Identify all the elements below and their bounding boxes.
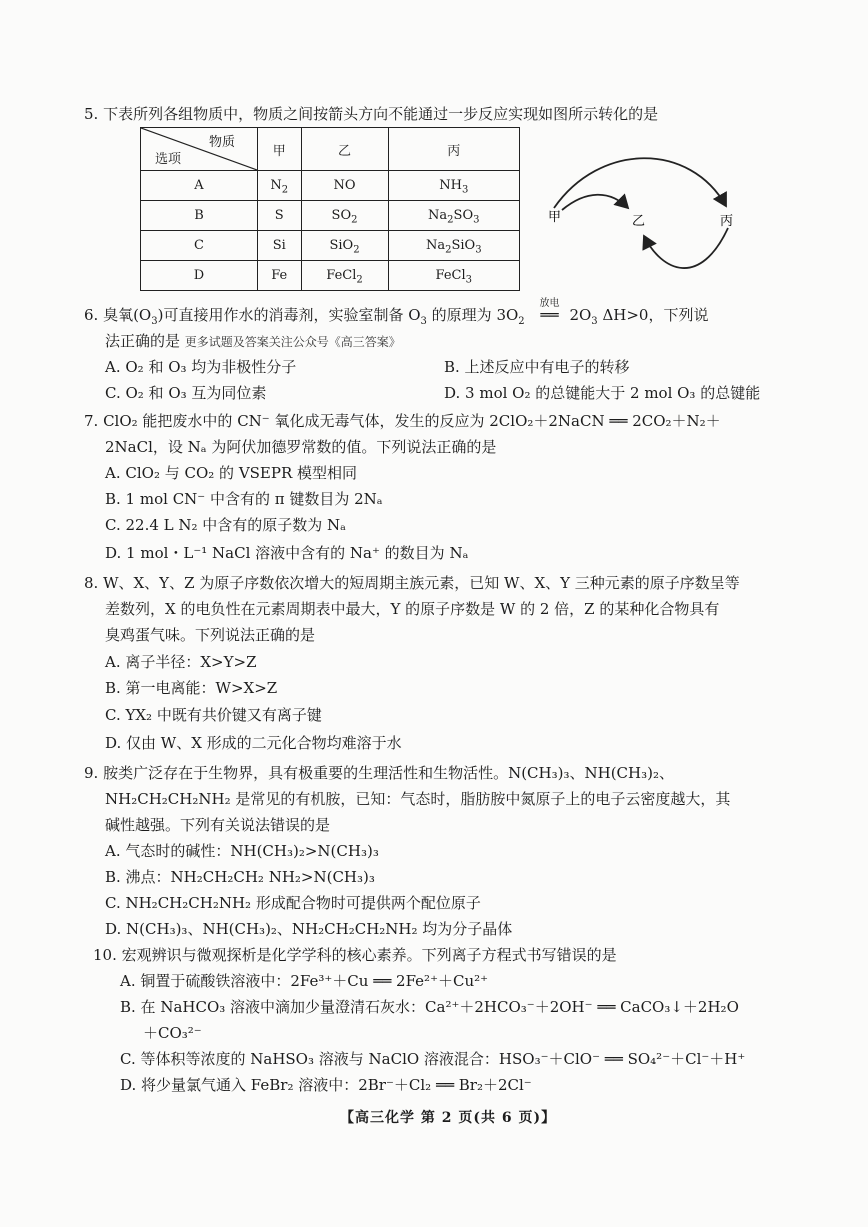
q7-stem-line2: 2NaCl，设 Nₐ 为阿伏加德罗常数的值。下列说法正确的是 <box>105 438 497 456</box>
arrow-jia-to-yi <box>562 195 628 210</box>
q10-option-c: C. 等体积等浓度的 NaHSO₃ 溶液与 NaClO 溶液混合：HSO₃⁻＋ClO⁻ ══ SO₄²⁻＋Cl⁻＋H⁺ <box>120 1050 746 1068</box>
q8-stem-line1: 8. W、X、Y、Z 为原子序数依次增大的短周期主族元素，已知 W、X、Y 三种元素的原子序数呈等 <box>84 574 740 592</box>
cell-jia: Fe <box>258 261 302 291</box>
page-footer: 【高三化学 第 2 页(共 6 页)】 <box>340 1110 557 1126</box>
row-option: D <box>141 261 258 291</box>
node-yi: 乙 <box>632 214 646 229</box>
row-option: B <box>141 201 258 231</box>
conversion-diagram <box>540 150 780 275</box>
cell-jia: $N_2$ <box>258 171 302 201</box>
cell-yi: NO <box>301 171 388 201</box>
q10-option-b-line1: B. 在 NaHCO₃ 溶液中滴加少量澄清石灰水：Ca²⁺＋2HCO₃⁻＋2OH⁻ ══ CaCO₃↓＋2H₂O <box>120 998 739 1016</box>
cell-yi: SiO$_2$ <box>301 231 388 261</box>
q7-option-c: C. 22.4 L N₂ 中含有的原子数为 Nₐ <box>105 516 346 534</box>
q6-stem-line2: 法正确的是 更多试题及答案关注公众号《高三答案》 <box>105 332 401 350</box>
q9-option-c: C. NH₂CH₂CH₂NH₂ 形成配合物时可提供两个配位原子 <box>105 894 481 912</box>
q9-stem-line1: 9. 胺类广泛存在于生物界，具有极重要的生理活性和生物活性。N(CH₃)₃、NH(CH₃)₂、 <box>84 764 674 782</box>
q8-option-c: C. YX₂ 中既有共价键又有离子键 <box>105 706 322 724</box>
row-option: A <box>141 171 258 201</box>
q7-option-a: A. ClO₂ 与 CO₂ 的 VSEPR 模型相同 <box>105 464 358 482</box>
q10-option-a: A. 铜置于硫酸铁溶液中：2Fe³⁺＋Cu ══ 2Fe²⁺＋Cu²⁺ <box>120 972 489 990</box>
q9-option-b: B. 沸点：NH₂CH₂CH₂ NH₂>N(CH₃)₃ <box>105 868 375 886</box>
q7-stem-line1: 7. ClO₂ 能把废水中的 CN⁻ 氧化成无毒气体，发生的反应为 2ClO₂＋2NaCN ══ 2CO₂＋N₂＋ <box>84 412 721 430</box>
arrow-bing-to-yi <box>644 228 728 268</box>
q9-stem-line2: NH₂CH₂CH₂NH₂ 是常见的有机胺，已知：气态时，脂肪胺中氮原子上的电子云密度越大，其 <box>105 790 731 808</box>
q6-option-d: D. 3 mol O₂ 的总键能大于 2 mol O₃ 的总键能 <box>444 384 761 402</box>
reaction-arrow: 放电 ══ <box>539 298 560 324</box>
cell-yi: $SO_2$ <box>301 201 388 231</box>
header-option: 选项 <box>155 152 182 167</box>
node-bing: 丙 <box>720 214 734 229</box>
cell-jia: Si <box>258 231 302 261</box>
q10-option-b-line2: ＋CO₃²⁻ <box>143 1024 202 1042</box>
row-option: C <box>141 231 258 261</box>
q10-option-d: D. 将少量氯气通入 FeBr₂ 溶液中：2Br⁻＋Cl₂ ══ Br₂＋2Cl⁻ <box>120 1076 532 1094</box>
table-row <box>141 171 520 201</box>
promo-note: 更多试题及答案关注公众号《高三答案》 <box>184 335 401 349</box>
q8-option-d: D. 仅由 W、X 形成的二元化合物均难溶于水 <box>105 734 402 752</box>
cell-bing: $Na_2SiO_3$ <box>388 231 519 261</box>
q8-option-a: A. 离子半径：X>Y>Z <box>105 653 257 671</box>
arrow-jia-to-bing <box>554 158 726 208</box>
table-row <box>141 201 520 231</box>
col-header-bing: 丙 <box>388 128 519 171</box>
table-row <box>141 231 520 261</box>
q8-stem-line3: 臭鸡蛋气味。下列说法正确的是 <box>105 626 316 644</box>
cell-bing: $Na_2SO_3$ <box>388 201 519 231</box>
node-jia: 甲 <box>548 210 562 225</box>
q10-stem: 10. 宏观辨识与微观探析是化学学科的核心素养。下列离子方程式书写错误的是 <box>93 946 617 964</box>
q6-option-b: B. 上述反应中有电子的转移 <box>444 358 630 376</box>
cell-yi: FeCl$_2$ <box>301 261 388 291</box>
col-header-jia: 甲 <box>258 128 302 171</box>
cell-bing: $NH_3$ <box>388 171 519 201</box>
q6-stem-line1: 6. 臭氧$(O_3)$可直接用作水的消毒剂，实验室制备 $O_3$ 的原理为 $3O_2$ 放电 ══ $2O_3$ ΔH>0，下列说 <box>84 298 709 327</box>
q8-option-b: B. 第一电离能：W>X>Z <box>105 679 278 697</box>
q8-stem-line2: 差数列，X 的电负性在元素周期表中最大，Y 的原子序数是 W 的 2 倍，Z 的某种化合物具有 <box>105 600 720 618</box>
header-substance: 物质 <box>208 135 235 150</box>
cell-bing: FeCl$_3$ <box>388 261 519 291</box>
q9-option-d: D. N(CH₃)₃、NH(CH₃)₂、NH₂CH₂CH₂NH₂ 均为分子晶体 <box>105 920 513 938</box>
cell-jia: S <box>258 201 302 231</box>
q5-table <box>140 127 520 291</box>
q7-option-b: B. 1 mol CN⁻ 中含有的 π 键数目为 2Nₐ <box>105 490 383 508</box>
q9-stem-line3: 碱性越强。下列有关说法错误的是 <box>105 816 331 834</box>
q7-option-d: D. 1 mol・L⁻¹ NaCl 溶液中含有的 Na⁺ 的数目为 Nₐ <box>105 544 469 562</box>
table-header-diagonal-cell <box>141 128 258 171</box>
q9-option-a: A. 气态时的碱性：NH(CH₃)₂>N(CH₃)₃ <box>105 842 379 860</box>
table-row <box>141 261 520 291</box>
q6-option-a: A. O₂ 和 O₃ 均为非极性分子 <box>105 358 297 376</box>
q5-stem: 5. 下表所列各组物质中，物质之间按箭头方向不能通过一步反应实现如图所示转化的是 <box>84 105 659 123</box>
q6-option-c: C. O₂ 和 O₃ 互为同位素 <box>105 384 267 402</box>
col-header-yi: 乙 <box>301 128 388 171</box>
